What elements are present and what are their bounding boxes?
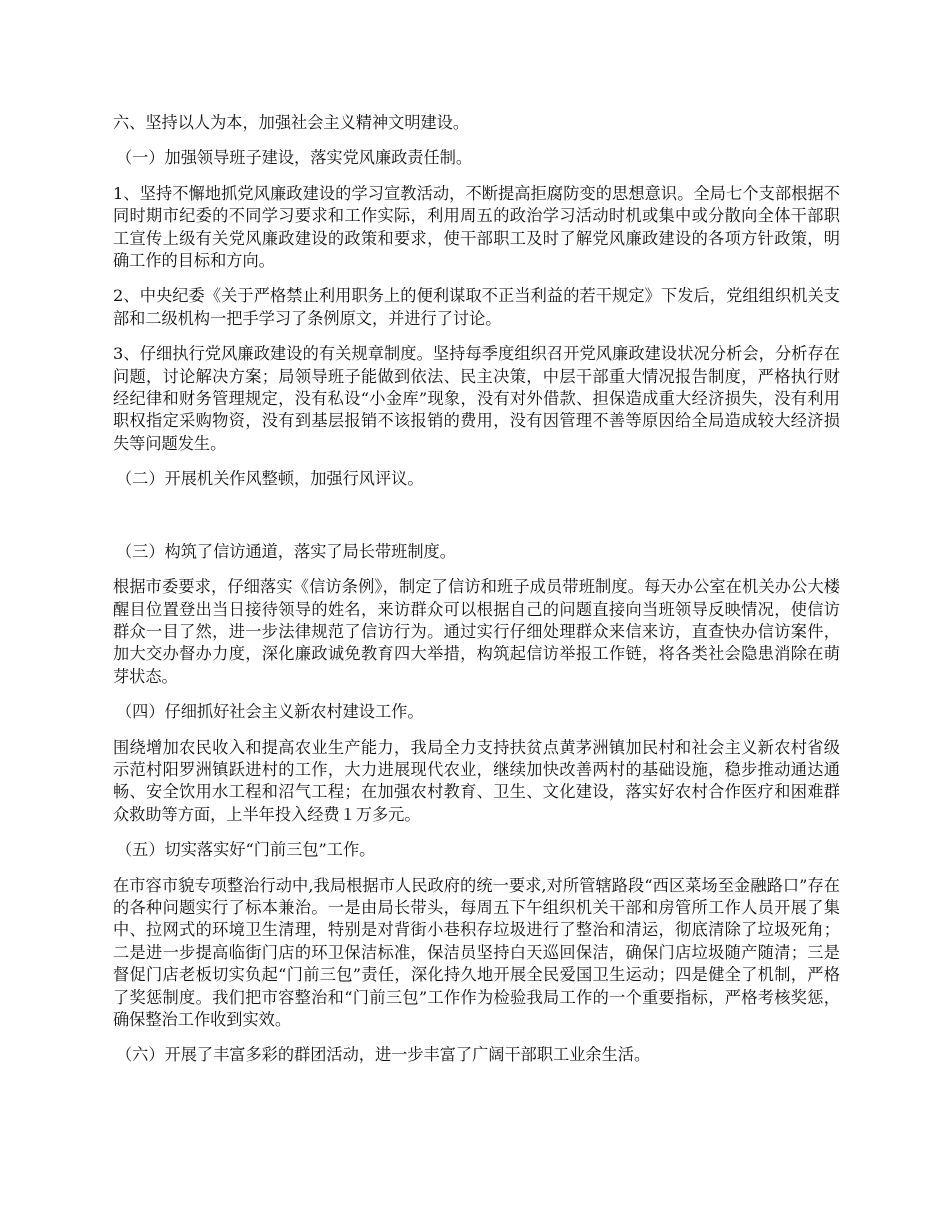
document-page bbox=[113, 112, 840, 1067]
paragraph: 围绕增加农民收入和提高农业生产能力，我局全力支持扶贫点黄茅洲镇加民村和社会主义新农村省级示范村阳罗洲镇跃进村的工作，大力进展现代农业，继续加快改善两村的基础设施，稳步推动通达通畅、安全饮用水工程和沼气工程；在加强农村教育、卫生、文化建设，落实好农村合作医疗和困难群众救助等方面，上半年投入经费１万多元。 bbox=[113, 737, 840, 824]
section-heading: 六、坚持以人为本，加强社会主义精神文明建设。 bbox=[113, 113, 470, 132]
paragraph: 2、中央纪委《关于严格禁止利用职务上的便利谋取不正当利益的若干规定》下发后，党组组织机关支部和二级机构一把手学习了条例原文，并进行了讨论。 bbox=[113, 286, 840, 328]
subsection-heading: （五）切实落实好“门前三包”工作。 bbox=[116, 840, 376, 860]
subsection-heading: （六）开展了丰富多彩的群团活动，进一步丰富了广阔干部职工业余生活。 bbox=[116, 1045, 651, 1065]
paragraph: 1、坚持不懈地抓党风廉政建设的学习宣教活动，不断提高拒腐防变的思想意识。全局七个支部根据不同时期市纪委的不同学习要求和工作实际，利用周五的政治学习活动时机或集中或分散向全体干部职工宣传上级有关党风廉政建设的政策和要求，使干部职工及时了解党风廉政建设的各项方针政策，明确工作的目标和方向。 bbox=[113, 183, 840, 271]
paragraph: 3、仔细执行党风廉政建设的有关规章制度。坚持每季度组织召开党风廉政建设状况分析会，分析存在问题，讨论解决方案；局领导班子能做到依法、民主决策，中层干部重大情况报告制度，严格执行财经纪律和财务管理规定，没有私设“小金库”现象，没有对外借款、担保造成重大经济损失，没有利用职权指定采购物资，没有到基层报销不该报销的费用，没有因管理不善等原因给全局造成较大经济损失等问题发生。 bbox=[113, 344, 840, 453]
subsection-heading: （四）仔细抓好社会主义新农村建设工作。 bbox=[116, 702, 424, 722]
subsection-heading: （一）加强领导班子建设，落实党风廉政责任制。 bbox=[116, 148, 473, 168]
subsection-heading: （三）构筑了信访通道，落实了局长带班制度。 bbox=[116, 541, 456, 561]
subsection-heading: （二）开展机关作风整顿，加强行风评议。 bbox=[116, 469, 424, 489]
paragraph: 根据市委要求，仔细落实《信访条例》，制定了信访和班子成员带班制度。每天办公室在机关办公大楼醒目位置登出当日接待领导的姓名，来访群众可以根据自己的问题直接向当班领导反映情况，使信访群众一目了然，进一步法律规范了信访行为。通过实行仔细处理群众来信来访，直查快办信访案件，加大交办督办力度，深化廉政诚免教育四大举措，构筑起信访举报工作链，将各类社会隐患消除在萌芽状态。 bbox=[113, 577, 840, 686]
paragraph: 在市容市貌专项整治行动中,我局根据市人民政府的统一要求,对所管辖路段“西区菜场至金融路口”存在的各种问题实行了标本兼治。一是由局长带头，每周五下午组织机关干部和房管所工作人员开展了集中、拉网式的环境卫生清理，特别是对背街小巷积存垃圾进行了整治和清运，彻底清除了垃圾死角；二是进一步提高临街门店的环卫保洁标准，保洁员坚持白天巡回保洁，确保门店垃圾随产随清；三是督促门店老板切实负起“门前三包”责任，深化持久地开展全民爱国卫生运动；四是健全了机制，严格了奖惩制度。我们把市容整治和“门前三包”工作作为检验我局工作的一个重要指标，严格考核奖惩，确保整治工作收到实效。 bbox=[113, 875, 840, 1029]
